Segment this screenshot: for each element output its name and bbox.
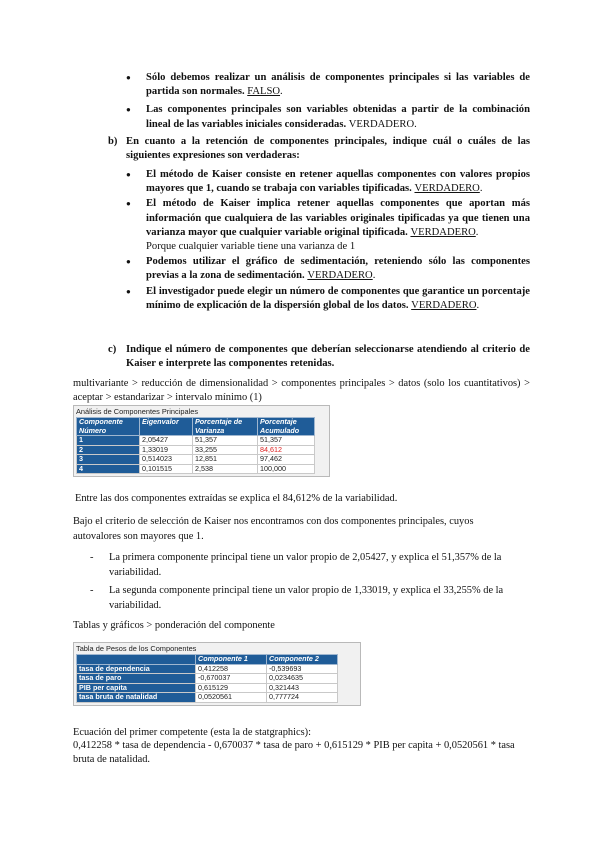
explained-variability: Entre las dos componentes extraídas se explica el 84,612% de la variabilidad.: [75, 493, 398, 504]
table-row: 2 1,33019 33,255 84,612: [77, 445, 315, 455]
section-b-bullets: [146, 168, 530, 313]
answer-falso: FALSO: [247, 86, 281, 98]
column-header: Componente 2: [267, 655, 338, 665]
bullet-item: ● El método de Kaiser consiste en retener aquellas componentes con valores propios mayores que 1, cuando se trabaja con variables tipificadas. VERDADERO.: [146, 168, 530, 196]
table-title: Tabla de Pesos de los Componentes: [76, 644, 197, 653]
bullet-item: ● El investigador puede elegir un número de componentes que garantice un porcentaje mínimo de explicación de la dispersión global de los datos. VERDADERO.: [146, 285, 530, 313]
top-bullet-list: [146, 71, 530, 132]
column-header: Porcentaje de Varianza: [193, 418, 258, 436]
bullet-note: Porque cualquier variable tiene una varianza de 1: [146, 241, 356, 253]
first-component-equation: 0,412258 * tasa de dependencia - 0,670037 * tasa de paro + 0,615129 * PIB per capita + 0,0520561 * tasa bruta de natalidad.: [73, 740, 515, 765]
table-row: 1 2,05427 51,357 51,357: [77, 436, 315, 446]
highlighted-cumulative-value: 84,612: [258, 445, 315, 455]
column-header: Porcentaje Acumulado: [258, 418, 315, 436]
table-row: 4 0,101515 2,538 100,000: [77, 464, 315, 474]
list-item: - La primera componente principal tiene un valor propio de 2,05427, y explica el 51,357% de la variabilidad.: [109, 551, 529, 580]
table-header-row: [77, 655, 338, 665]
list-item: - La segunda componente principal tiene un valor propio de 1,33019, y explica el 33,255% de la variabilidad.: [109, 584, 529, 613]
table-row: tasa de dependencia 0,412258 -0,539693: [77, 664, 338, 674]
table-title: Análisis de Componentes Principales: [76, 407, 199, 416]
column-header: Eigenvalor: [140, 418, 193, 436]
component-interpretation-list: [109, 551, 529, 617]
table-row: tasa de paro -0,670037 0,0234635: [77, 674, 338, 684]
components-analysis-table: [73, 405, 330, 477]
bullet-item: ● Sólo debemos realizar un análisis de componentes principales si las variables de partida son normales. FALSO.: [146, 71, 530, 99]
section-c-heading: c) Indique el número de componentes que deberían seleccionarse atendiendo al criterio de Kaiser e interprete las componentes retenidas.: [108, 344, 530, 370]
table-row: 3 0,514023 12,851 97,462: [77, 455, 315, 465]
column-header: Componente Número: [77, 418, 140, 436]
kaiser-criterion-text: Bajo el criterio de selección de Kaiser nos encontramos con dos componentes principales, cuyos autovalores son mayores que 1.: [73, 516, 474, 542]
menu-path-2: Tablas y gráficos > ponderación del componente: [73, 620, 275, 631]
column-header: [77, 655, 196, 665]
bullet-item: ● El método de Kaiser implica retener aquellas componentes que aportan más información que cualquiera de las variables originales tipificadas ya que tienen una varianza mayor que cualquier variable original tipificada. VERDADERO. Porque cualquier variable tiene una varianza de 1: [146, 197, 530, 254]
table-row: tasa bruta de natalidad 0,0520561 0,777724: [77, 693, 338, 703]
bullet-item: ● Podemos utilizar el gráfico de sedimentación, reteniendo sólo las componentes previas a la zona de sedimentación. VERDADERO.: [146, 255, 530, 283]
bullet-item: ● Las componentes principales son variables obtenidas a partir de la combinación lineal de las variables iniciales consideradas. VERDADERO.: [146, 103, 530, 131]
section-b-heading: b) En cuanto a la retención de componentes principales, indique cuál o cuáles de las siguientes expresiones son verdaderas:: [108, 136, 530, 162]
answer-verdadero: VERDADERO.: [348, 118, 417, 130]
component-weights-table: [73, 642, 361, 706]
menu-path-1: multivariante > reducción de dimensionalidad > componentes principales > datos (solo los cuantitativos) > aceptar > estandarizar > intervalo mínimo (1): [73, 378, 530, 403]
table-header-row: [77, 418, 315, 436]
equation-intro: Ecuación del primer competente (esta la de statgraphics):: [73, 727, 312, 738]
column-header: Componente 1: [196, 655, 267, 665]
table-row: PIB per capita 0,615129 0,321443: [77, 683, 338, 693]
